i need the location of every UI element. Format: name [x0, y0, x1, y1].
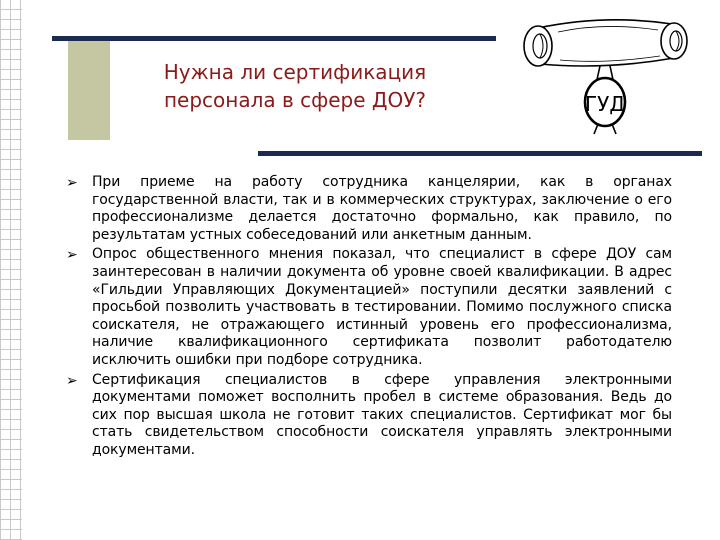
bullet-list [66, 174, 672, 462]
bullet-item-1 [66, 174, 672, 244]
top-divider-line [52, 36, 496, 41]
bottom-divider-line [258, 151, 702, 156]
title-line-1: Нужна ли сертификация [163, 60, 427, 84]
title-line-2: персонала в сфере ДОУ? [163, 88, 427, 112]
bullet-text: Сертификация специалистов в сфере управления электронными документами поможет восполнить пробел в системе образования. Ведь до сих пор высшая школа не готовит таких специалистов. Сертификат мог бы стать свидетельством способности соискателя управлять электронными документами. [92, 371, 672, 458]
slide-title [130, 58, 460, 114]
accent-block [68, 36, 110, 140]
grid-pattern-strip [0, 0, 22, 540]
emblem-text: ГУД [584, 92, 626, 116]
diploma-scroll-icon [510, 6, 700, 136]
arrow-bullet-icon: ➢ [66, 372, 78, 389]
bullet-text: При приеме на работу сотрудника канцелярии, как в органах государственной власти, так и в коммерческих структурах, заключение о его профессионализме делается достаточно формально, как правило, по результатам устных собеседований или анкетным данным. [92, 174, 672, 243]
arrow-bullet-icon: ➢ [66, 247, 78, 264]
arrow-bullet-icon: ➢ [66, 175, 78, 191]
bullet-item-3 [66, 372, 672, 460]
bullet-text: Опрос общественного мнения показал, что специалист в сфере ДОУ сам заинтересован в наличии документа об уровне своей квалификации. В адрес «Гильдии Управляющих Документацией» поступили десятки заявлений с просьбой позволить участвовать в тестировании. Помимо послужного списка соискателя, не отражающего истинный уровень его профессионализма, наличие квалификационного сертификата позволит работодателю исключить ошибки при подборе сотрудника. [92, 246, 672, 368]
bullet-item-2 [66, 246, 672, 369]
